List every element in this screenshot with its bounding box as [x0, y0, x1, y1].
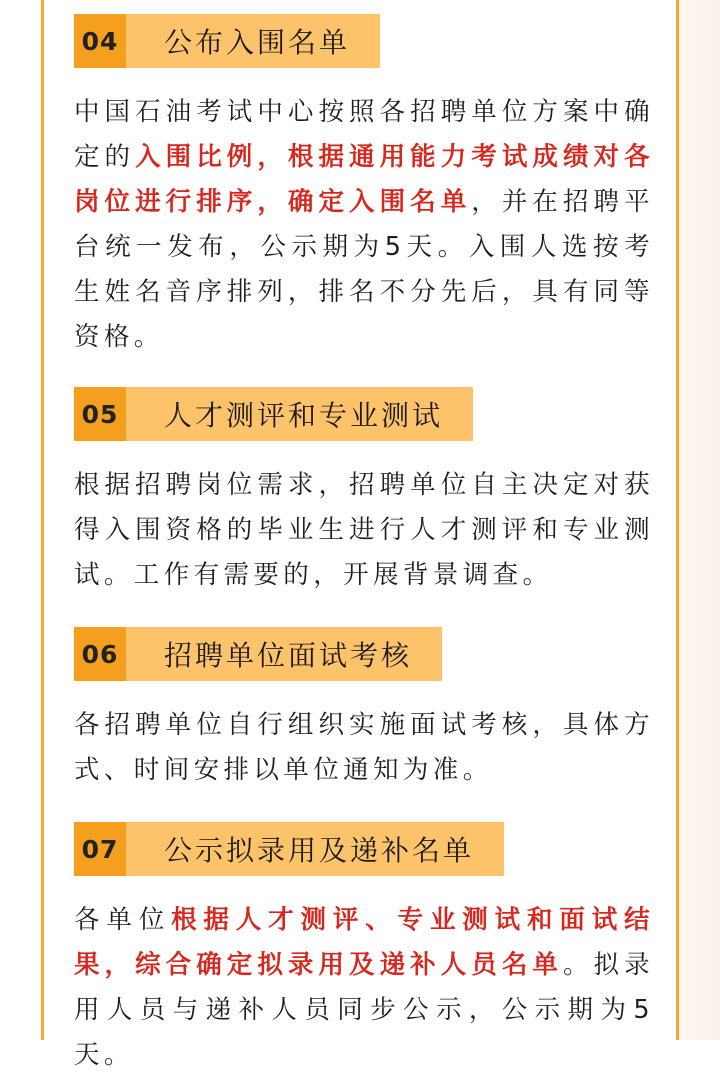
section-body [74, 898, 654, 1078]
section-number: 06 [74, 627, 126, 681]
body-text: 根据招聘岗位需求，招聘单位自主决定对获得入围资格的毕业生进行人才测评和专业测试。工作有需要的，开展背景调查。 [74, 470, 654, 590]
section-number: 05 [74, 387, 126, 441]
section-04 [74, 14, 654, 360]
section-title: 招聘单位面试考核 [126, 627, 442, 681]
body-text: ，并在招聘平台统一发布，公示期为5天。入围人选按考生姓名音序排列，排名不分先后，具有同等资格。 [74, 187, 655, 352]
section-body [74, 463, 654, 598]
body-text: 中国石油考试中心按照各招聘单位方案中确定的 [74, 97, 654, 172]
section-number: 04 [74, 14, 126, 68]
section-06 [74, 627, 654, 793]
left-margin [0, 0, 41, 1040]
section-header [74, 822, 654, 876]
section-title: 公示拟录用及递补名单 [126, 822, 504, 876]
body-text: 各招聘单位自行组织实施面试考核，具体方式、时间安排以单位通知为准。 [74, 710, 654, 785]
section-header [74, 387, 654, 441]
highlighted-text: 入围比例，根据通用能力考试成绩对各岗位进行排序，确定入围名单 [74, 142, 654, 217]
section-number: 07 [74, 822, 126, 876]
left-border-line [41, 0, 44, 1040]
body-text: 。拟录用人员与递补人员同步公示，公示期为5天。 [74, 950, 655, 1070]
section-title: 公布入围名单 [126, 14, 380, 68]
section-header [74, 627, 654, 681]
section-header [74, 14, 654, 68]
section-title: 人才测评和专业测试 [126, 387, 473, 441]
section-05 [74, 387, 654, 598]
section-body [74, 90, 654, 360]
body-text: 各单位 [74, 905, 172, 935]
highlighted-text: 根据人才测评、专业测试和面试结果，综合确定拟录用及递补人员名单 [74, 905, 654, 980]
section-body [74, 703, 654, 793]
right-margin [679, 0, 720, 1040]
